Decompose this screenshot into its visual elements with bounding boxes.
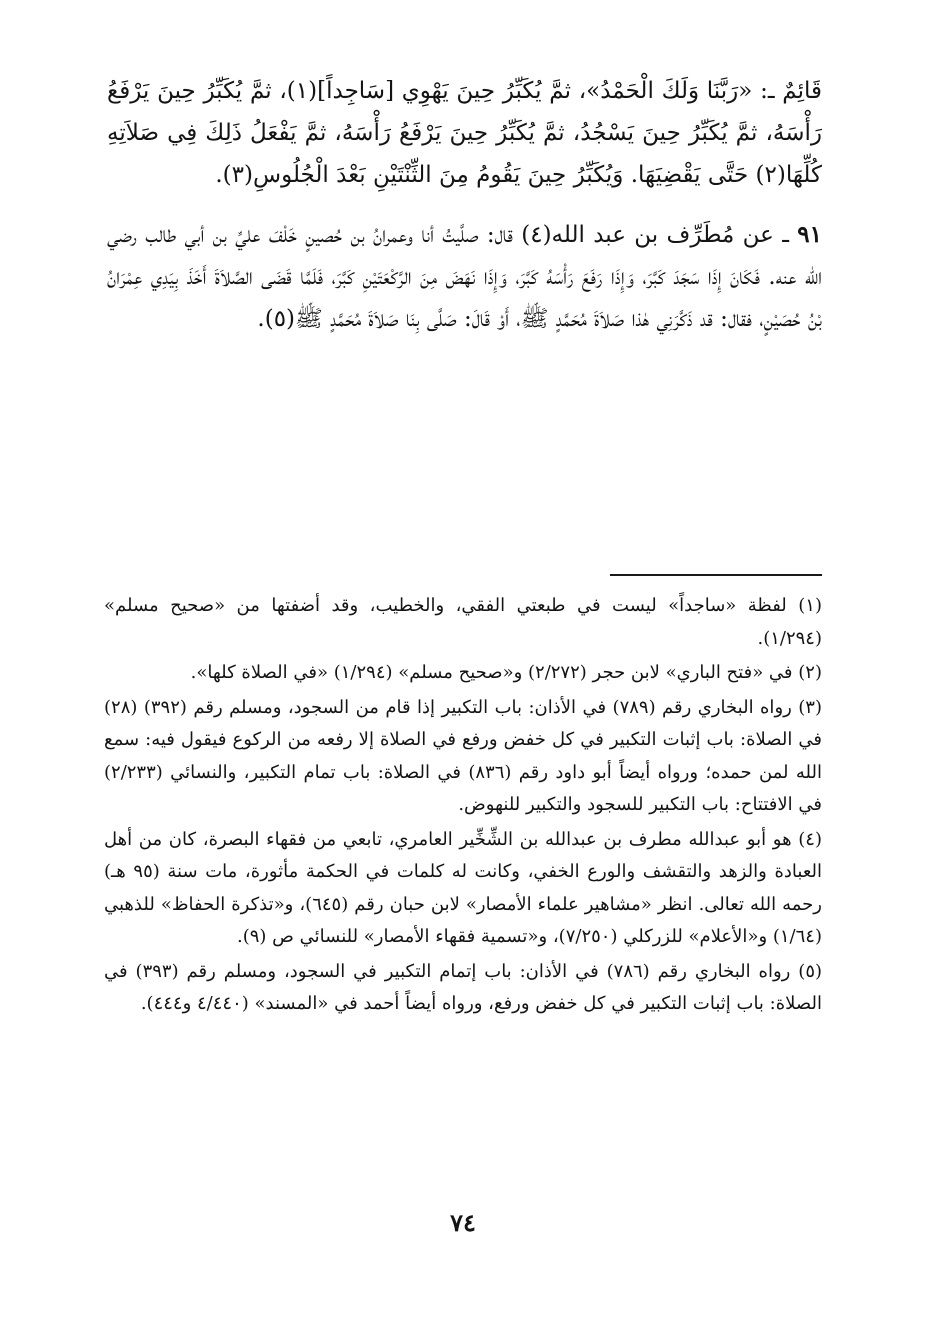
footnote-4: (٤) هو أبو عبدالله مطرف بن عبدالله بن الشِّخِّير العامري، تابعي من فقهاء البصرة، كان من أهل العبادة والزهد والتقشف والورع الخفي، وكانت له كلمات في الحكمة مأثورة، مات سنة (٩٥ هـ) رحمه الله تعالى. انظر «مشاهير علماء الأمصار» لابن حبان رقم (٦٤٥)، و«تذكرة الحفاظ» للذهبي (١/٦٤) و«الأعلام» للزركلي (٧/٢٥٠)، و«تسمية فقهاء الأمصار» للنسائي ص (٩). [104, 828, 823, 947]
hadith-text: ـ عن مُطَرِّف بن عبد الله(٤) قال: صلَّيتُ أنا وعمرانُ بن حُصينٍ خَلْفَ عليِّ بن أبي طالب رضي الله عنه. فَكَانَ إِذَا سَجَدَ كَبَّرَ، وَإِذَا رَفَعَ رَأْسَهُ كَبَّرَ، وَإِذَا نَهَضَ مِنَ الرَّكْعَتَيْنِ كَبَّرَ، فَلَمَّا قَضَى الصَّلاَةَ أَخَذَ بِيَدِي عِمْرَانُ بْنُ حُصَيْنٍ، فقال: قد ذَكَّرَنِي هٰذا صَلاَةَ مُحَمَّدٍ ﷺ، أَوْ قَالَ: صَلَّى بِنَا صَلاَةَ مُحَمَّدٍ ﷺ(٥). [107, 222, 822, 332]
page-number: ٧٤ [450, 1208, 476, 1237]
footnote-separator [610, 574, 822, 576]
footnote-2: (٢) في «فتح الباري» لابن حجر (٢/٢٧٢) و«صحيح مسلم» (١/٢٩٤) «في الصلاة كلها». [190, 662, 822, 683]
footnote-3: (٣) رواه البخاري رقم (٧٨٩) في الأذان: باب التكبير إذا قام من السجود، ومسلم رقم (٣٩٢) (٢٨) في الصلاة: باب إثبات التكبير في كل خفض ورفع في الصلاة إلا رفعه من الركوع فيقول فيه: سمع الله لمن حمده؛ ورواه أيضاً أبو داود رقم (٨٣٦) في الصلاة: باب تمام التكبير، والنسائي (٢/٢٣٣) في الافتتاح: باب التكبير للسجود والتكبير للنهوض. [104, 696, 822, 815]
main-text [107, 70, 822, 340]
paragraph-2 [107, 214, 822, 340]
footnotes [104, 590, 822, 1023]
paragraph-1: قَائِمٌ ـ: «رَبَّنَا وَلَكَ الْحَمْدُ»، ثمَّ يُكَبِّرُ حِينَ يَهْوِي [سَاجِداً](١)، ثمَّ يُكَبِّرُ حِينَ يَرْفَعُ رَأْسَهُ، ثمَّ يُكَبِّرُ حِينَ يَسْجُدُ، ثمَّ يُكَبِّرُ حِينَ يَرْفَعُ رَأْسَهُ، ثمَّ يَفْعَلُ ذَلِكَ فِي صَلاَتِهِ كُلِّهَا(٢) حَتَّى يَقْضِيَهَا. وَيُكَبِّرُ حِينَ يَقُومُ مِنَ الثِّنْتَيْنِ بَعْدَ الْجُلُوسِ(٣). [107, 78, 823, 188]
footnote-1: (١) لفظة «ساجداً» ليست في طبعتي الفقي، والخطيب، وقد أضفتها من «صحيح مسلم» (١/٢٩٤). [104, 595, 822, 649]
hadith-number: ٩١ [797, 221, 822, 248]
footnote-5: (٥) رواه البخاري رقم (٧٨٦) في الأذان: باب إتمام التكبير في السجود، ومسلم رقم (٣٩٣) في الصلاة: باب إثبات التكبير في كل خفض ورفع، ورواه أيضاً أحمد في «المسند» (٤/٤٤٠ و٤٤٤). [104, 960, 823, 1014]
